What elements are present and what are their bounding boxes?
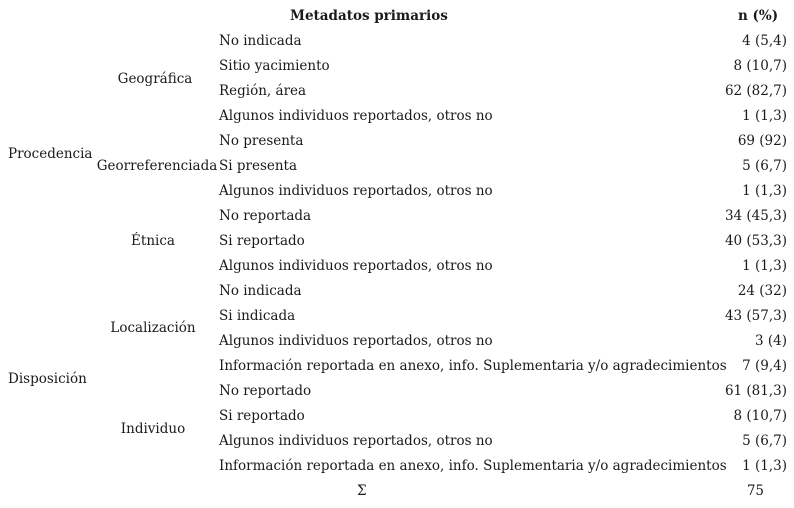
table-row (0, 208, 794, 233)
row-description: No presenta (219, 133, 304, 149)
subgroup-label: Georreferenciada (96, 158, 218, 174)
table-row (0, 408, 794, 433)
table-row (0, 108, 794, 133)
table-row (0, 333, 794, 358)
row-value: 62 (82,7) (724, 83, 787, 99)
row-value: 4 (5,4) (742, 33, 787, 49)
row-description: Si indicada (219, 308, 296, 324)
table-row (0, 308, 794, 333)
row-description: Si reportado (219, 408, 305, 424)
total-symbol: Σ (357, 483, 367, 499)
table-row (0, 433, 794, 458)
table-row (0, 158, 794, 183)
row-value: 34 (45,3) (724, 208, 787, 224)
table-row (0, 233, 794, 258)
row-value: 8 (10,7) (733, 408, 787, 424)
subgroup-label: Individuo (120, 421, 186, 437)
row-value: 69 (92) (737, 133, 787, 149)
table-row (0, 383, 794, 408)
row-description: Región, área (219, 83, 307, 99)
row-value: 8 (10,7) (733, 58, 787, 74)
row-description: Algunos individuos reportados, otros no (219, 258, 493, 274)
row-value: 40 (53,3) (724, 233, 787, 249)
table-row (0, 358, 794, 383)
subgroup-label: Geográfica (117, 71, 193, 87)
header-metadata: Metadatos primarios (290, 8, 448, 24)
subgroup-label: Localización (110, 320, 196, 336)
table-row (0, 283, 794, 308)
row-description: Sitio yacimiento (219, 58, 330, 74)
row-description: Si presenta (219, 158, 298, 174)
row-value: 43 (57,3) (724, 308, 787, 324)
row-value: 3 (4) (754, 333, 787, 349)
row-value: 1 (1,3) (742, 258, 787, 274)
total-row (0, 483, 794, 508)
header-n: n (%) (738, 8, 779, 24)
table-row (0, 33, 794, 58)
row-value: 24 (32) (737, 283, 787, 299)
table-row (0, 458, 794, 483)
row-description: No indicada (219, 283, 302, 299)
row-description: No indicada (219, 33, 302, 49)
row-description: Si reportado (219, 233, 305, 249)
group-label: Disposición (8, 371, 87, 387)
subgroup-label: Étnica (131, 233, 175, 249)
row-description: Algunos individuos reportados, otros no (219, 333, 493, 349)
row-value: 5 (6,7) (742, 158, 787, 174)
row-value: 1 (1,3) (742, 183, 787, 199)
row-value: 1 (1,3) (742, 458, 787, 474)
row-description: Algunos individuos reportados, otros no (219, 433, 493, 449)
table-row (0, 133, 794, 158)
row-description: Información reportada en anexo, info. Suplementaria y/o agradecimientos (219, 458, 727, 474)
row-value: 7 (9,4) (742, 358, 787, 374)
row-value: 1 (1,3) (742, 108, 787, 124)
row-value: 61 (81,3) (724, 383, 787, 399)
table-row (0, 183, 794, 208)
table-row (0, 58, 794, 83)
row-description: Información reportada en anexo, info. Suplementaria y/o agradecimientos (219, 358, 727, 374)
row-description: No reportado (219, 383, 312, 399)
row-description: No reportada (219, 208, 312, 224)
row-description: Algunos individuos reportados, otros no (219, 183, 493, 199)
table-row (0, 83, 794, 108)
group-label: Procedencia (8, 146, 93, 162)
total-value: 75 (746, 483, 764, 499)
row-value: 5 (6,7) (742, 433, 787, 449)
row-description: Algunos individuos reportados, otros no (219, 108, 493, 124)
table-row (0, 258, 794, 283)
